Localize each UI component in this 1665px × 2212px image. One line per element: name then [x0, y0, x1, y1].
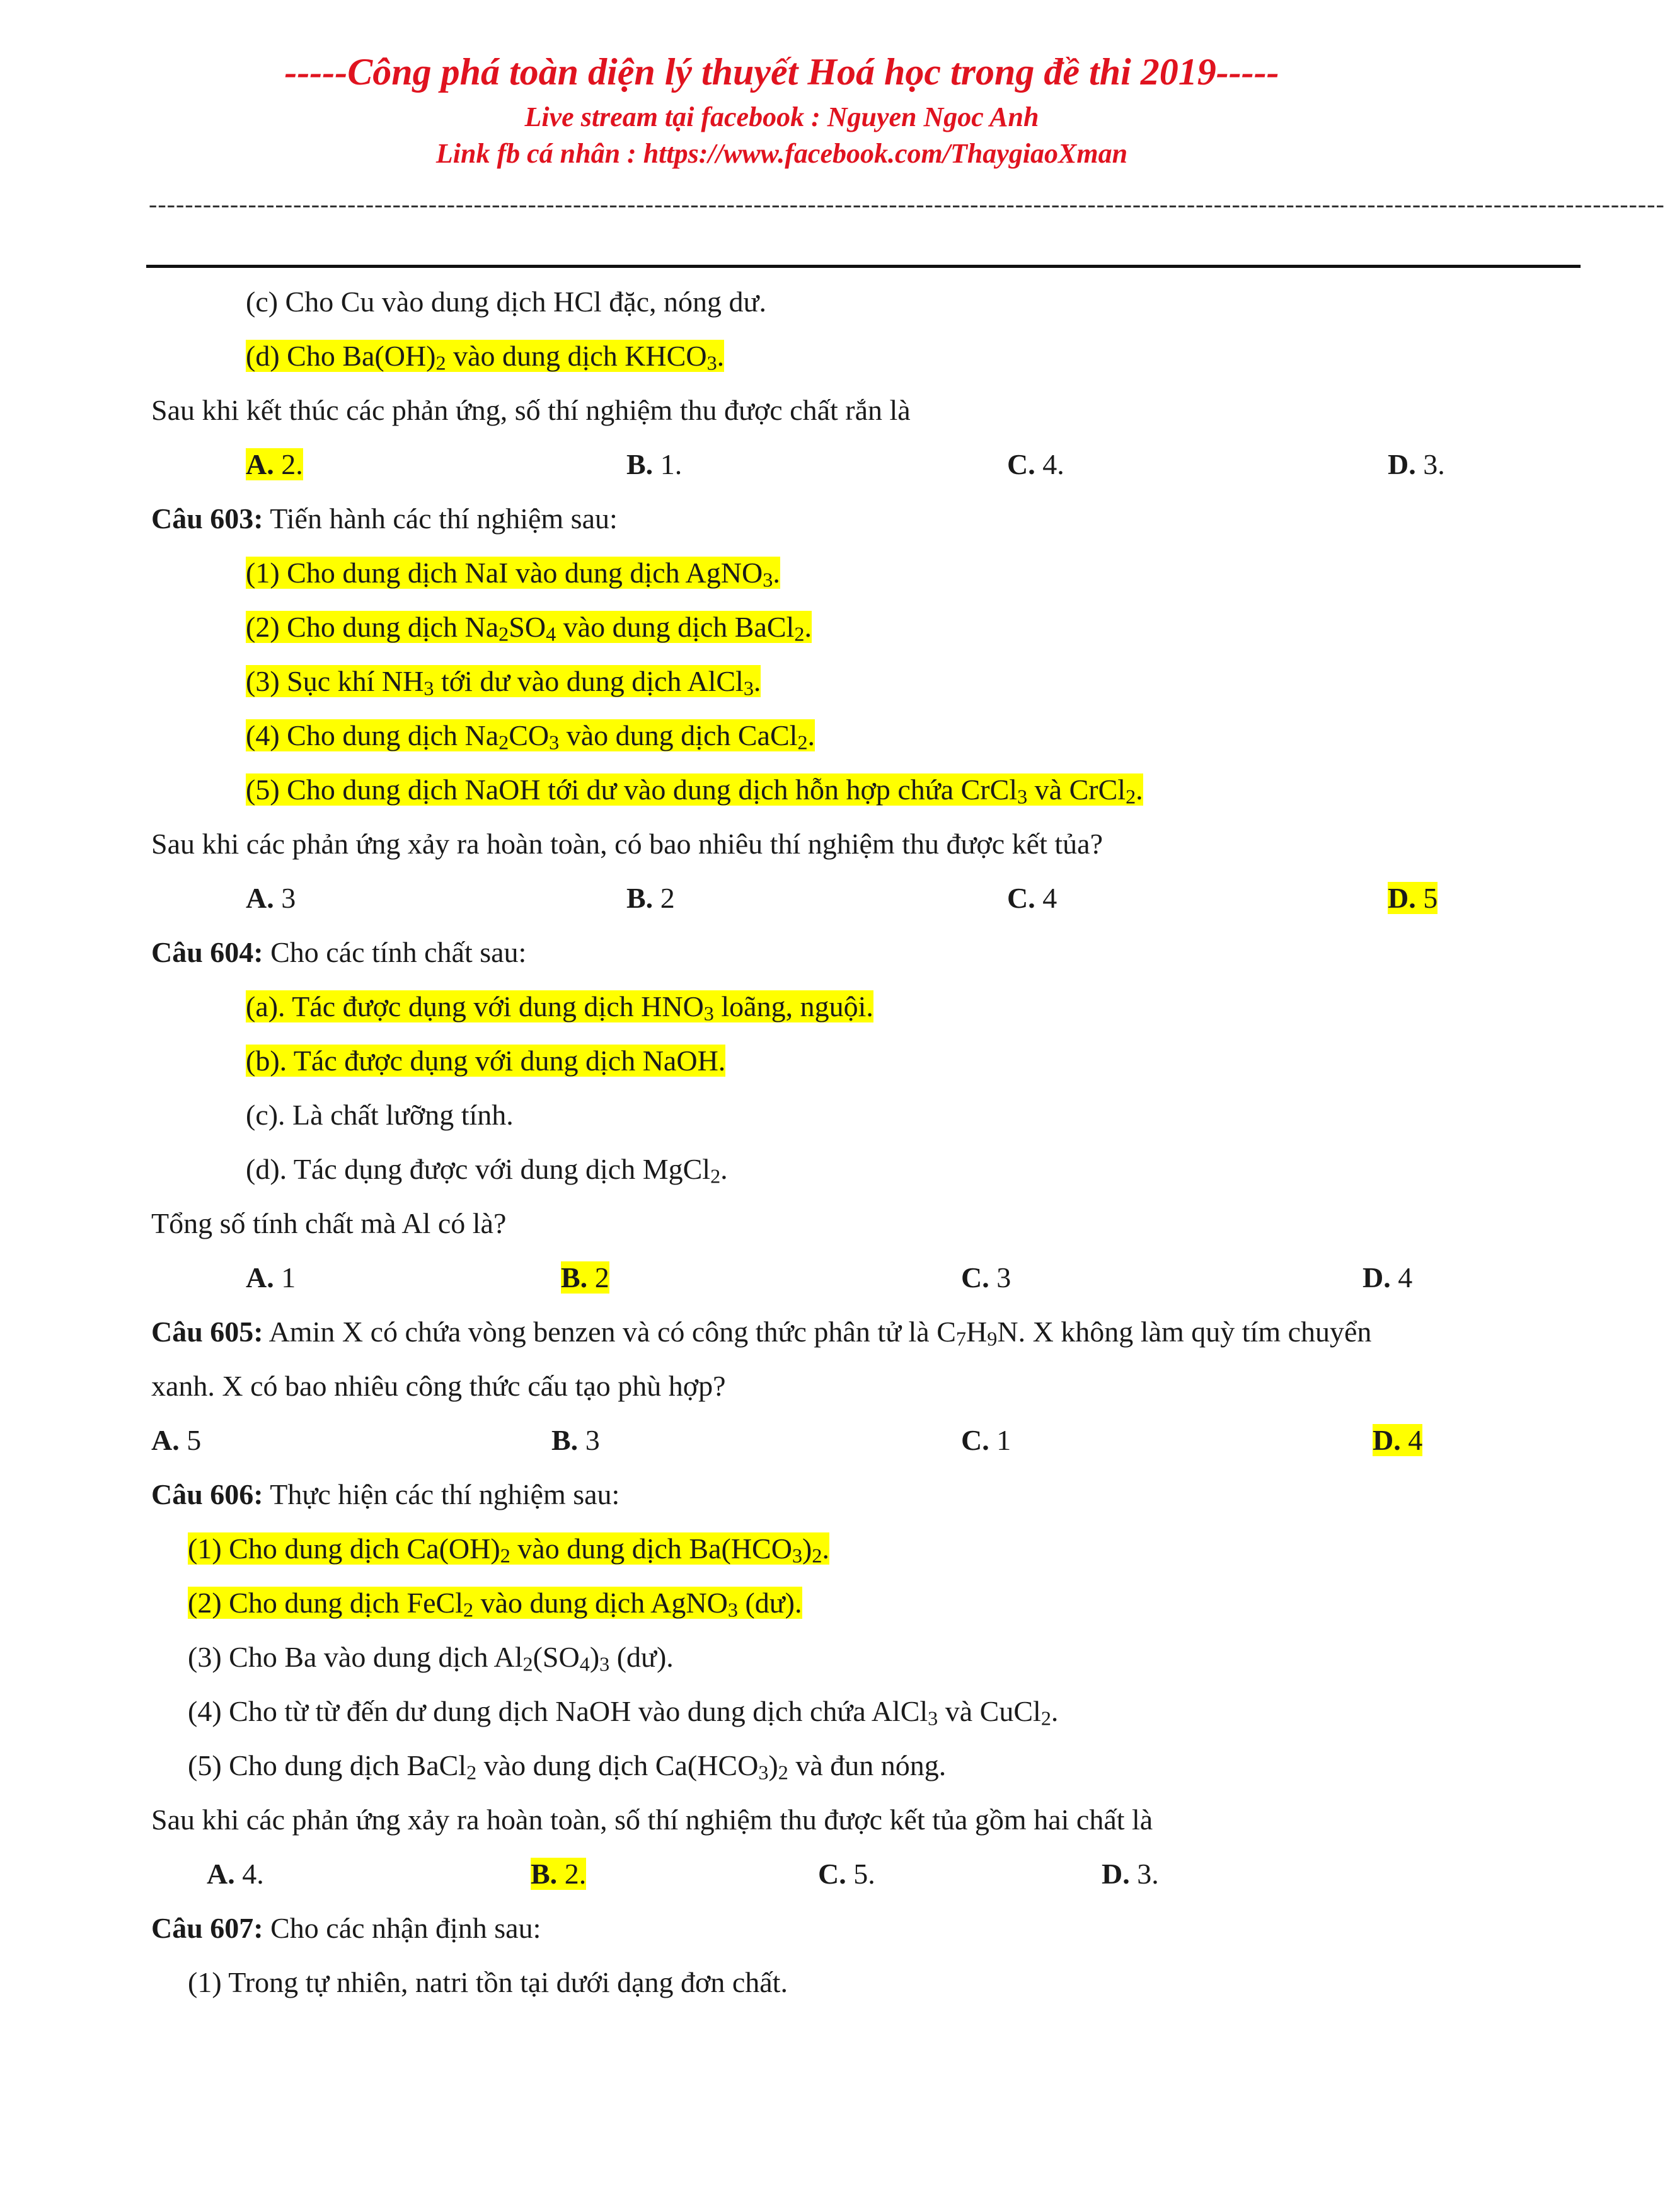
q604-item-c: (c). Là chất lưỡng tính. [246, 1099, 514, 1131]
q605-option-b[interactable]: B. 3 [551, 1424, 600, 1456]
q602-option-b[interactable]: B. 1. [626, 448, 683, 480]
q606-item-1: (1) Cho dung dịch $Ca(OH)_2$ vào dung dịch $Ba(HCO_3)_2$. [188, 1532, 829, 1567]
q606-option-b[interactable]: B. 2. [531, 1858, 587, 1890]
q602-option-a[interactable]: A. 2. [246, 448, 303, 480]
q606-item-5: (5) Cho dung dịch BaCl$_2$ vào dung dịch $Ca(HCO_3)_2$ và đun nóng. [188, 1749, 947, 1784]
q607-item-1: (1) Trong tự nhiên, natri tồn tại dưới dạng đơn chất. [188, 1966, 788, 1998]
q603-item-4: (4) Cho dung dịch $Na_2CO_3$ vào dung dịch CaCl$_2$. [246, 719, 815, 754]
q604-option-d[interactable]: D. 4 [1363, 1261, 1413, 1294]
q603-item-3: (3) Sục khí $NH_3$ tới dư vào dung dịch AlCl$_3$. [246, 665, 761, 700]
q603-option-c[interactable]: C. 4 [1007, 882, 1057, 914]
q604-question: Tổng số tính chất mà Al có là? [151, 1207, 507, 1239]
header-link[interactable]: Link fb cá nhân : https://www.facebook.com/ThaygiaoXman [435, 138, 1128, 169]
q603-item-1: (1) Cho dung dịch NaI vào dung dịch AgNO$_3$. [246, 557, 780, 591]
q606-stem: Câu 606: Thực hiện các thí nghiệm sau: [151, 1478, 620, 1510]
q604-option-b[interactable]: B. 2 [561, 1261, 609, 1294]
q605-option-c[interactable]: C. 1 [961, 1424, 1011, 1456]
q604-item-b: (b). Tác được dụng với dung dịch NaOH. [246, 1045, 726, 1077]
q605-option-a[interactable]: A. 5 [151, 1424, 202, 1456]
q606-option-a[interactable]: A. 4. [207, 1858, 264, 1890]
q604-option-c[interactable]: C. 3 [961, 1261, 1011, 1294]
q607-stem: Câu 607: Cho các nhận định sau: [151, 1912, 541, 1944]
header-title: -----Công phá toàn diện lý thuyết Hoá học trong đề thi 2019----- [284, 51, 1279, 93]
header-livestream: Live stream tại facebook : Nguyen Ngoc Anh [524, 101, 1039, 132]
q604-item-d: (d). Tác dụng được với dung dịch MgCl$_2$. [246, 1153, 728, 1188]
q606-option-d[interactable]: D. 3. [1102, 1858, 1159, 1890]
q602-item-d: (d) Cho $Ba(OH)_2$ vào dung dịch $KHCO_3$. [246, 340, 725, 374]
q604-stem: Câu 604: Cho các tính chất sau: [151, 936, 527, 968]
q603-item-5: (5) Cho dung dịch NaOH tới dư vào dung dịch hỗn hợp chứa CrCl$_3$ và CrCl$_2$. [246, 773, 1143, 808]
q603-option-b[interactable]: B. 2 [626, 882, 675, 914]
q603-stem: Câu 603: Tiến hành các thí nghiệm sau: [151, 502, 618, 535]
q606-question: Sau khi các phản ứng xảy ra hoàn toàn, số thí nghiệm thu được kết tủa gồm hai chất là [151, 1804, 1153, 1836]
q604-item-a: (a). Tác được dụng với dung dịch $HNO_3$ loãng, nguội. [246, 990, 873, 1025]
q605-option-d[interactable]: D. 4 [1373, 1424, 1423, 1456]
q603-question: Sau khi các phản ứng xảy ra hoàn toàn, có bao nhiêu thí nghiệm thu được kết tủa? [151, 828, 1103, 860]
q602-option-d[interactable]: D. 3. [1388, 448, 1445, 480]
q605-stem: Câu 605: Amin X có chứa vòng benzen và có công thức phân tử là $C_7H_9N$. X không làm quỳ tím chuyển [151, 1316, 1372, 1350]
q603-item-2: (2) Cho dung dịch $Na_2SO_4$ vào dung dịch BaCl$_2$. [246, 611, 812, 646]
q603-option-a[interactable]: A. 3 [246, 882, 296, 914]
q602-option-c[interactable]: C. 4. [1007, 448, 1064, 480]
q604-option-a[interactable]: A. 1 [246, 1261, 296, 1294]
q602-question: Sau khi kết thúc các phản ứng, số thí nghiệm thu được chất rắn là [151, 394, 911, 426]
horizontal-rule [146, 265, 1581, 268]
q605-stem-continued: xanh. X có bao nhiêu công thức cấu tạo phù hợp? [151, 1370, 726, 1402]
dashed-separator: ------------------------------------------------------------------------------------------------------------------------------------------------------------------------ [149, 190, 1665, 218]
q603-option-d[interactable]: D. 5 [1388, 882, 1438, 914]
q602-item-c: (c) Cho Cu vào dung dịch HCl đặc, nóng dư. [246, 286, 766, 318]
q606-option-c[interactable]: C. 5. [818, 1858, 875, 1890]
q606-item-2: (2) Cho dung dịch FeCl$_2$ vào dung dịch AgNO$_3$ (dư). [188, 1587, 802, 1621]
q606-item-3: (3) Cho Ba vào dung dịch $Al_2(SO_4)_3$ (dư). [188, 1641, 674, 1676]
q606-item-4: (4) Cho từ từ đến dư dung dịch NaOH vào dung dịch chứa AlCl$_3$ và CuCl$_2$. [188, 1695, 1059, 1730]
